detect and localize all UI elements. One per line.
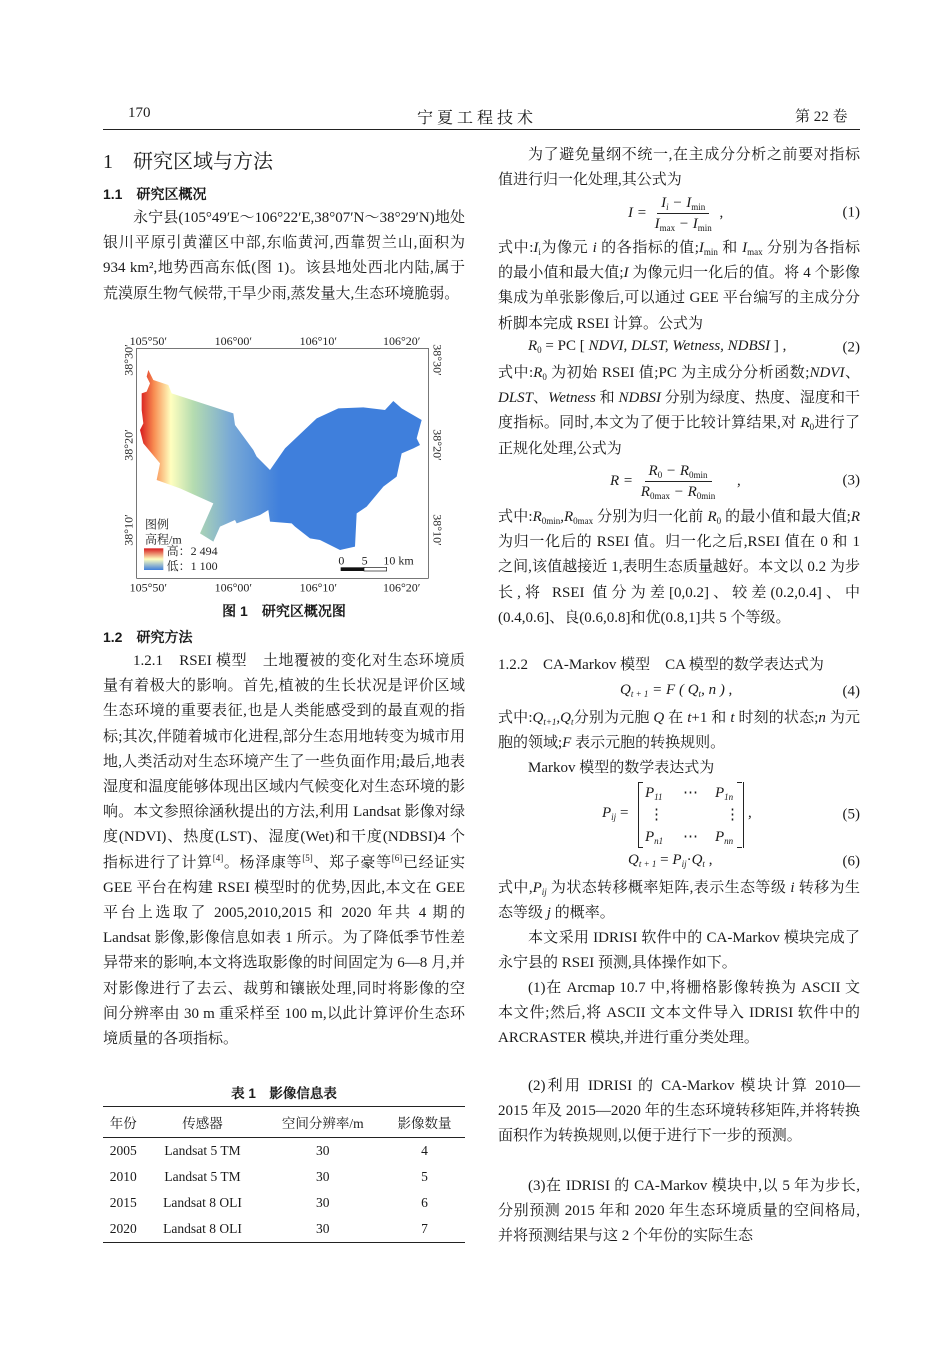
eq1-explanation: 式中$:I_i$为像元 i 的各指标的值$;I_{min}$ 和 $I_{max}$ 分别为各指标的最小值和最大值;I 为像元归一化后的值。将 4 个影像集成为单张影像后,可以通过 GEE 平台编写的主成分分析脚本完成 RSEI 计算。公式为 <box>498 240 860 332</box>
eq2-explanation: 式中$:R_0$ 为初始 RSEI 值;PC 为主成分分析函数;NDVI、DLST、Wetness 和 NDBSI 分别为绿度、热度、湿度和干度指标。同时,本文为了便于比较计算结果,对 $R_0$进行了正规化处理,公式为 <box>498 365 860 457</box>
table-cell: Landsat 5 TM <box>164 1169 241 1184</box>
scale-bar-black <box>341 567 364 571</box>
matrix-entry: ⋮ <box>725 807 740 823</box>
legend-high: 高：2 494 <box>166 544 218 558</box>
table-cell: Landsat 8 OLI <box>143 1216 261 1243</box>
col-header: 空间分辨率/m <box>261 1107 384 1138</box>
table-cell: 30 <box>316 1143 330 1158</box>
col-header: 影像数量 <box>384 1107 465 1138</box>
study-area-paragraph: 永宁县(105°49′E～106°22′E,38°07′N～38°29′N)地处银川平原引黄灌区中部,东临黄河,西靠贺兰山,面积为 934 km²,地势西高东低(图 1)。该县地处西北内陆,属于荒漠原生物气候带,干旱少雨,蒸发量大,生态环境脆弱。 <box>103 210 465 302</box>
table-cell: 2005 <box>109 1143 137 1158</box>
volume: 第 22 卷 <box>795 109 848 125</box>
table-cell: 2010 <box>109 1169 137 1184</box>
equation-1: I = $\frac{I_i - I_{min}}{I_{max} - I_{min}}$ , (1) <box>628 195 860 233</box>
lon-tick-top: 106°20′ <box>382 334 421 348</box>
lat-tick-right: 38°10′ <box>430 514 445 546</box>
scale-bar-white <box>364 567 387 571</box>
col-header: 传感器 <box>143 1107 261 1138</box>
image-info-table <box>103 1106 465 1243</box>
equation-2: $R_0$ = PC [ NDVI, DLST, Wetness, NDBSI ] , (2) <box>528 338 860 356</box>
table-cell: 2020 <box>103 1216 143 1243</box>
lat-tick-left: 38°20′ <box>121 429 136 461</box>
matrix-entry: $P_{11}$ <box>645 785 663 802</box>
matrix-entry: $P_{1n}$ <box>715 785 734 802</box>
matrix-entry: ⋮ <box>649 807 664 823</box>
table-row <box>103 1138 465 1165</box>
section-heading: 1 研究区域与方法 <box>103 151 273 173</box>
table-row <box>103 1216 465 1243</box>
legend-unit: 高程/m <box>145 532 182 547</box>
ca-markov-heading: 1.2.2 CA-Markov 模型 CA 模型的数学表达式为 <box>498 657 824 673</box>
table-cell: 30 <box>261 1216 384 1243</box>
lon-tick-bottom: 106°00′ <box>214 580 253 595</box>
table-cell: 2015 <box>109 1195 137 1210</box>
subsection-heading-1-2: 1.2 研究方法 <box>103 629 193 645</box>
matrix-entry: $P_{nn}$ <box>715 829 734 846</box>
scale-label: 10 km <box>383 553 414 568</box>
table-cell: 5 <box>421 1169 428 1184</box>
eq4-explanation: 式中$:Q_{t+1},Q_t$分别为元胞 Q 在 t+1 和 t 时刻的状态;n 为元胞的领域;F 表示元胞的转换规则。 <box>498 710 860 752</box>
procedure-intro: 本文采用 IDRISI 软件中的 CA-Markov 模块完成了永宁县的 RSEI 预测,具体操作如下。 <box>498 930 860 972</box>
table-cell: 7 <box>384 1216 465 1243</box>
table-cell: 30 <box>316 1169 330 1184</box>
equation-3: R = $\frac{R_0 - R_{0min}}{R_{0max} - R_{0min}}$ , (3) <box>610 463 860 501</box>
table-cell: 6 <box>421 1195 428 1210</box>
matrix-entry: ⋯ <box>683 829 698 845</box>
procedure-step-2: (2)利用 IDRISI 的 CA-Markov 模块计算 2010—2015 年及 2015—2020 年的生态环境转移矩阵,并将转换面积作为转换规则,以便于进行下一步的预测。 <box>498 1078 860 1145</box>
lon-tick-top: 105°50′ <box>129 334 168 348</box>
legend-title: 图例 <box>145 517 170 532</box>
header-rule <box>103 129 860 130</box>
col-header: 年份 <box>103 1107 143 1138</box>
equation-5: $P_{ij}$ = $P_{11}$ ⋯ $P_{1n}$ ⋮ ⋮ $P_{n1}$ ⋯ $P_{nn}$ , (5) <box>498 782 860 848</box>
table-row <box>103 1164 465 1190</box>
table-cell: 4 <box>421 1143 428 1158</box>
lon-tick-bottom: 105°50′ <box>129 580 168 595</box>
matrix-entry: $P_{n1}$ <box>645 829 664 846</box>
lon-tick-bottom: 106°10′ <box>299 580 338 595</box>
scale-label: 5 <box>361 553 368 568</box>
table-title: 表 1 影像信息表 <box>231 1086 337 1101</box>
eq3-explanation: 式中$:R_{0min},R_{0max}$ 分别为归一化前 $R_0$ 的最小值和最大值;R 为归一化后的 RSEI 值。归一化之后,RSEI 值在 0 和 1 之间,该值越接近 1,表明生态质量越好。本文以 0.2 为步长,将 RSEI 值分为差[0,0.2]、较差(0.2,0.4]、中(0.4,0.6]、良(0.6,0.8]和优(0.8,1]共 5 个等级。 <box>498 509 860 626</box>
subsection-heading-1-1: 1.1 研究区概况 <box>103 186 207 202</box>
table-cell: 30 <box>316 1195 330 1210</box>
study-area-map <box>100 330 480 620</box>
markov-intro: Markov 模型的数学表达式为 <box>528 760 715 776</box>
lat-tick-right: 38°20′ <box>430 429 445 461</box>
figure-caption: 图 1 研究区概况图 <box>222 603 346 619</box>
normalization-intro: 为了避免量纲不统一,在主成分分析之前要对指标值进行归一化处理,其公式为 <box>498 147 860 189</box>
equation-6: $Q_{t + 1} = P_{ij}\cdot Q_t$ , (6) <box>628 852 860 870</box>
matrix-entry: ⋯ <box>683 785 698 801</box>
table-row <box>103 1190 465 1216</box>
table-cell: Landsat 5 TM <box>164 1143 241 1158</box>
scale-label: 0 <box>338 553 345 568</box>
lon-tick-bottom: 106°20′ <box>382 580 421 595</box>
rsei-model-paragraph: 1.2.1 RSEI 模型 土地覆被的变化对生态环境质量有着极大的影响。首先,植被的生长状况是评价区域生态环境的重要表征,也是人类能感受到的最直观的指标;其次,伴随着城市化进程,部分生态用地转变为城市用地,人类活动对生态环境产生了一些负面作用;最后,地表湿度和温度能够体现出区域内气候变化对生态环境的影响。本文参照徐涵秋提出的方法,利用 Landsat 影像对绿度(NDVI)、热度(LST)、湿度(Wet)和干度(NDBSI)4 个指标进行了计算[4]。杨泽康等[5]、郑子豪等[6]已经证实 GEE 平台在构建 RSEI 模型时的优势,因此,本文在 GEE 平台上选取了 2005,2010,2015 和 2020 年共 4 期的 Landsat 影像,影像信息如表 1 所示。为了降低季节性差异带来的影响,本文将选取影像的时间固定为 6—8 月,并对影像进行了去云、裁剪和镶嵌处理,同时将影像的空间分辨率由 30 m 重采样至 100 m,以此计算评价生态环境质量的各项指标。 <box>103 653 465 1048</box>
procedure-step-1: (1)在 Arcmap 10.7 中,将栅格影像转换为 ASCII 文本文件;然后,将 ASCII 文本文件导入 IDRISI 软件中的 ARCRASTER 模块,并进行重分类处理。 <box>498 980 860 1047</box>
journal-title: 宁 夏 工 程 技 术 <box>416 110 533 127</box>
lon-tick-top: 106°10′ <box>299 334 338 348</box>
page-number: 170 <box>128 105 151 121</box>
lat-tick-right: 38°30′ <box>430 344 445 376</box>
lat-tick-left: 38°30′ <box>121 344 136 376</box>
lon-tick-top: 106°00′ <box>214 334 253 348</box>
lat-tick-left: 38°10′ <box>121 514 136 546</box>
legend-color-ramp <box>144 548 163 570</box>
eq6-explanation: 式中$,P_{ij}$ 为状态转移概率矩阵,表示生态等级 i 转移为生态等级 j 的概率。 <box>498 880 860 922</box>
legend-low: 低：1 100 <box>166 559 218 573</box>
table-cell: Landsat 8 OLI <box>163 1195 242 1210</box>
equation-4: $Q_{t + 1} = F$ ( $Q_t$, n ) , (4) <box>620 682 860 700</box>
procedure-step-3: (3)在 IDRISI 的 CA-Markov 模块中,以 5 年为步长,分别预测 2015 年和 2020 年生态环境质量的空间格局,并将预测结果与这 2 个年份的实际生态 <box>498 1178 860 1245</box>
